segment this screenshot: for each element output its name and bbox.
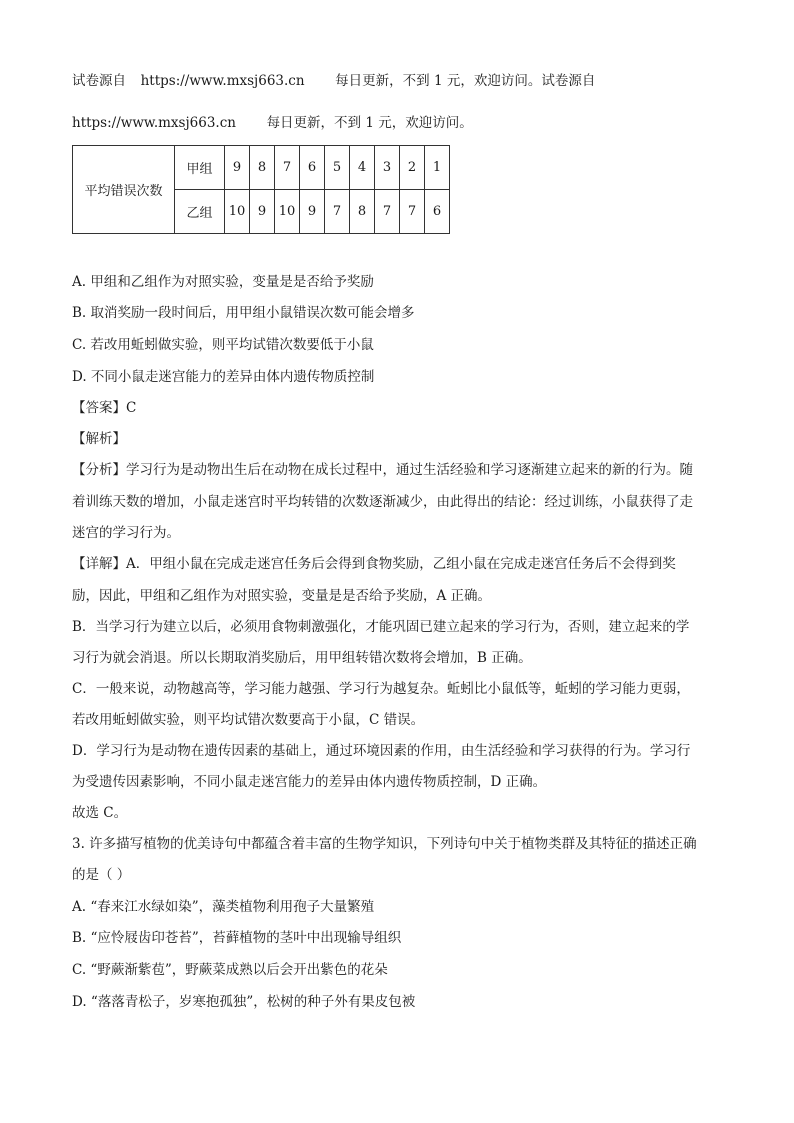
table-cell: 10	[275, 190, 300, 234]
detail-line: 习行为就会消退。所以长期取消奖励后，用甲组转错次数将会增加，B 正确。	[72, 650, 532, 666]
table-cell: 7	[400, 190, 425, 234]
table-cell: 1	[425, 146, 450, 190]
table-cell: 10	[225, 190, 250, 234]
detail-line: 【详解】A．甲组小鼠在完成走迷宫任务后会得到食物奖励，乙组小鼠在完成走迷宫任务后不会得到奖	[72, 556, 676, 572]
source-link[interactable]: https://www.mxsj663.cn	[72, 115, 236, 131]
table-row	[73, 146, 450, 190]
conclusion-line: 故选 C。	[72, 805, 128, 821]
table-cell: 6	[300, 146, 325, 190]
answer-line: 【答案】C	[72, 400, 137, 416]
header-text: 试卷源自	[72, 73, 126, 89]
group-label: 甲组	[175, 146, 225, 190]
table-cell: 8	[350, 190, 375, 234]
table-cell: 6	[425, 190, 450, 234]
table-cell: 7	[375, 190, 400, 234]
table-cell: 9	[250, 190, 275, 234]
detail-line: 若改用蚯蚓做实验，则平均试错次数要高于小鼠，C 错误。	[72, 712, 425, 728]
detail-line: 励，因此，甲组和乙组作为对照实验，变量是是否给予奖励，A 正确。	[72, 588, 492, 604]
table-cell: 2	[400, 146, 425, 190]
detail-line: C．一般来说，动物越高等，学习能力越强、学习行为越复杂。蚯蚓比小鼠低等，蚯蚓的学习能力更弱，	[72, 681, 690, 697]
detail-line: B．当学习行为建立以后，必须用食物刺激强化，才能巩固已建立起来的学习行为，否则，建立起来的学	[72, 619, 690, 635]
error-count-table	[72, 145, 450, 234]
option-a: A. 甲组和乙组作为对照实验，变量是是否给予奖励	[72, 274, 374, 290]
detail-line: D．学习行为是动物在遗传因素的基础上，通过环境因素的作用，由生活经验和学习获得的行为。学习行	[72, 743, 691, 759]
table-cell: 4	[350, 146, 375, 190]
option-b: B. 取消奖励一段时间后，用甲组小鼠错误次数可能会增多	[72, 305, 415, 321]
analysis-line: 【分析】学习行为是动物出生后在动物在成长过程中，通过生活经验和学习逐渐建立起来的新的行为。随	[72, 462, 693, 478]
question-stem: 的是（ ）	[72, 867, 131, 883]
table-cell: 7	[275, 146, 300, 190]
header-line-2	[72, 114, 473, 132]
header-text: 每日更新，不到 1 元，欢迎访问。	[266, 115, 473, 131]
option-d: D. 不同小鼠走迷宫能力的差异由体内遗传物质控制	[72, 369, 375, 385]
option-b: B. “应怜屐齿印苍苔”，苔藓植物的茎叶中出现输导组织	[72, 930, 402, 946]
option-c: C. “野蕨渐紫苞”，野蕨菜成熟以后会开出紫色的花朵	[72, 962, 388, 978]
table-cell: 7	[325, 190, 350, 234]
row-label: 平均错误次数	[73, 146, 175, 234]
header-text: 每日更新，不到 1 元，欢迎访问。试卷源自	[335, 73, 596, 89]
table-cell: 9	[300, 190, 325, 234]
table-cell: 5	[325, 146, 350, 190]
header-line-1	[72, 72, 595, 90]
table-cell: 9	[225, 146, 250, 190]
source-link[interactable]: https://www.mxsj663.cn	[140, 73, 305, 89]
option-c: C. 若改用蚯蚓做实验，则平均试错次数要低于小鼠	[72, 337, 374, 353]
group-label: 乙组	[175, 190, 225, 234]
option-a: A. “春来江水绿如染”，藻类植物利用孢子大量繁殖	[72, 899, 375, 915]
question-stem: 3. 许多描写植物的优美诗句中都蕴含着丰富的生物学知识，下列诗句中关于植物类群及其特征的描述正确	[72, 836, 697, 852]
table-cell: 8	[250, 146, 275, 190]
analysis-heading: 【解析】	[72, 431, 126, 447]
table-cell: 3	[375, 146, 400, 190]
option-d: D. “落落青松子，岁寒抱孤独”，松树的种子外有果皮包被	[72, 994, 416, 1010]
analysis-line: 迷宫的学习行为。	[72, 525, 180, 541]
detail-line: 为受遗传因素影响，不同小鼠走迷宫能力的差异由体内遗传物质控制，D 正确。	[72, 774, 547, 790]
analysis-line: 着训练天数的增加，小鼠走迷宫时平均转错的次数逐渐减少，由此得出的结论：经过训练，小鼠获得了走	[72, 494, 693, 510]
